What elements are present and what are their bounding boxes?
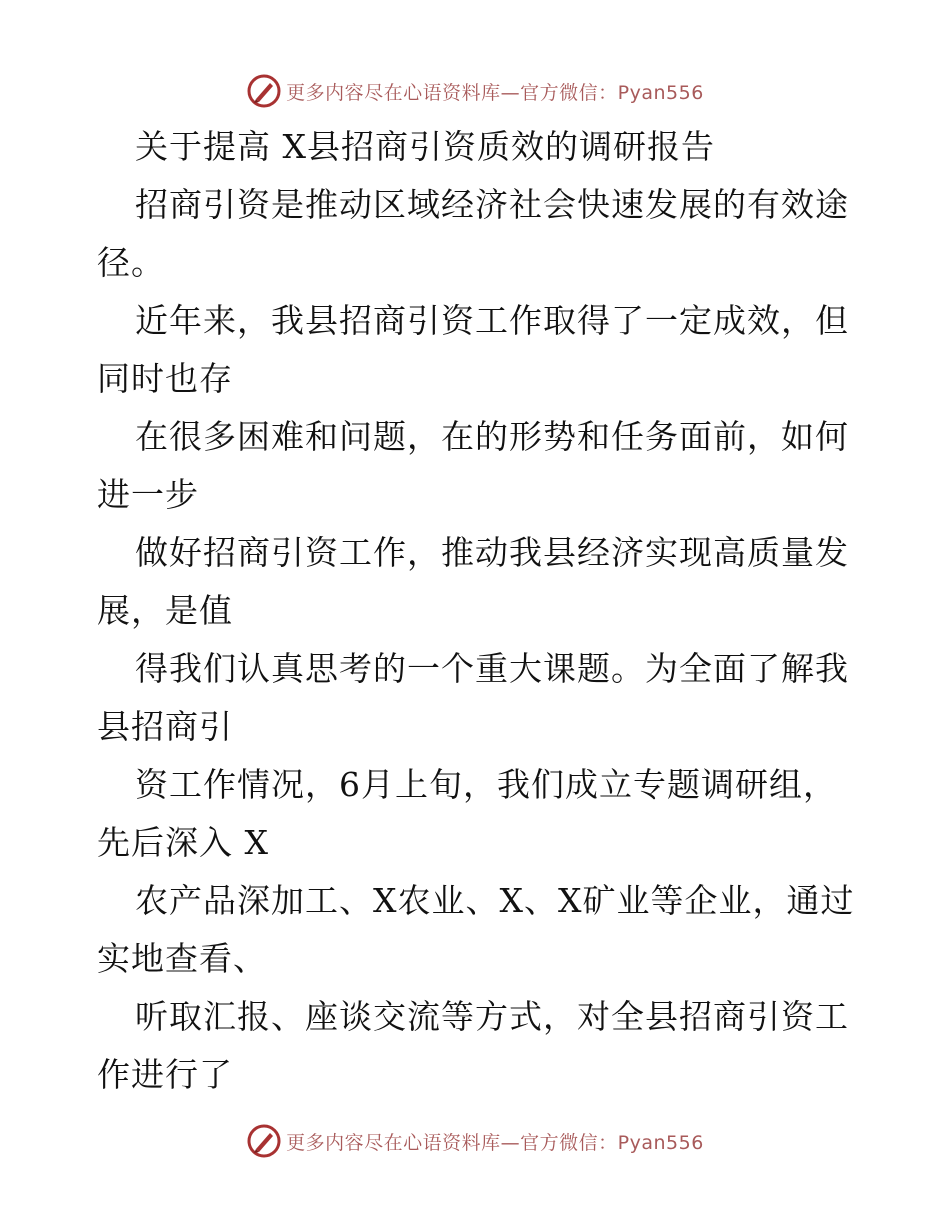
text-line: 招商引资是推动区域经济社会快速发展的有效途 (135, 185, 849, 224)
text-line: 作进行了 (97, 1055, 233, 1094)
document-body (97, 118, 867, 1104)
text-line: 做好招商引资工作，推动我县经济实现高质量发 (135, 533, 849, 572)
text-line: 农产品深加工、X农业、X、X矿业等企业，通过 (135, 881, 855, 920)
text-line: 听取汇报、座谈交流等方式，对全县招商引资工 (135, 997, 849, 1036)
text-line: 进一步 (97, 475, 199, 514)
header-banner (0, 71, 950, 111)
banner-text: 更多内容尽在心语资料库—官方微信：Pyan556 (286, 81, 704, 104)
footer-banner (0, 1121, 950, 1161)
text-line: 在很多困难和问题，在的形势和任务面前，如何 (135, 417, 849, 456)
text-line: 同时也存 (97, 359, 233, 398)
text-line: 展，是值 (97, 591, 233, 630)
pen-logo-icon (246, 1123, 282, 1159)
text-line: 先后深入 X (97, 823, 269, 862)
text-line: 近年来，我县招商引资工作取得了一定成效，但 (135, 301, 849, 340)
text-line: 资工作情况，6月上旬，我们成立专题调研组， (135, 765, 837, 804)
pen-logo-icon (246, 73, 282, 109)
text-line: 径。 (97, 243, 165, 282)
text-line: 县招商引 (97, 707, 233, 746)
text-line: 实地查看、 (97, 939, 267, 978)
banner-text: 更多内容尽在心语资料库—官方微信：Pyan556 (286, 1131, 704, 1154)
text-line: 得我们认真思考的一个重大课题。为全面了解我 (135, 649, 849, 688)
text-line: 关于提高 X县招商引资质效的调研报告 (135, 127, 715, 166)
